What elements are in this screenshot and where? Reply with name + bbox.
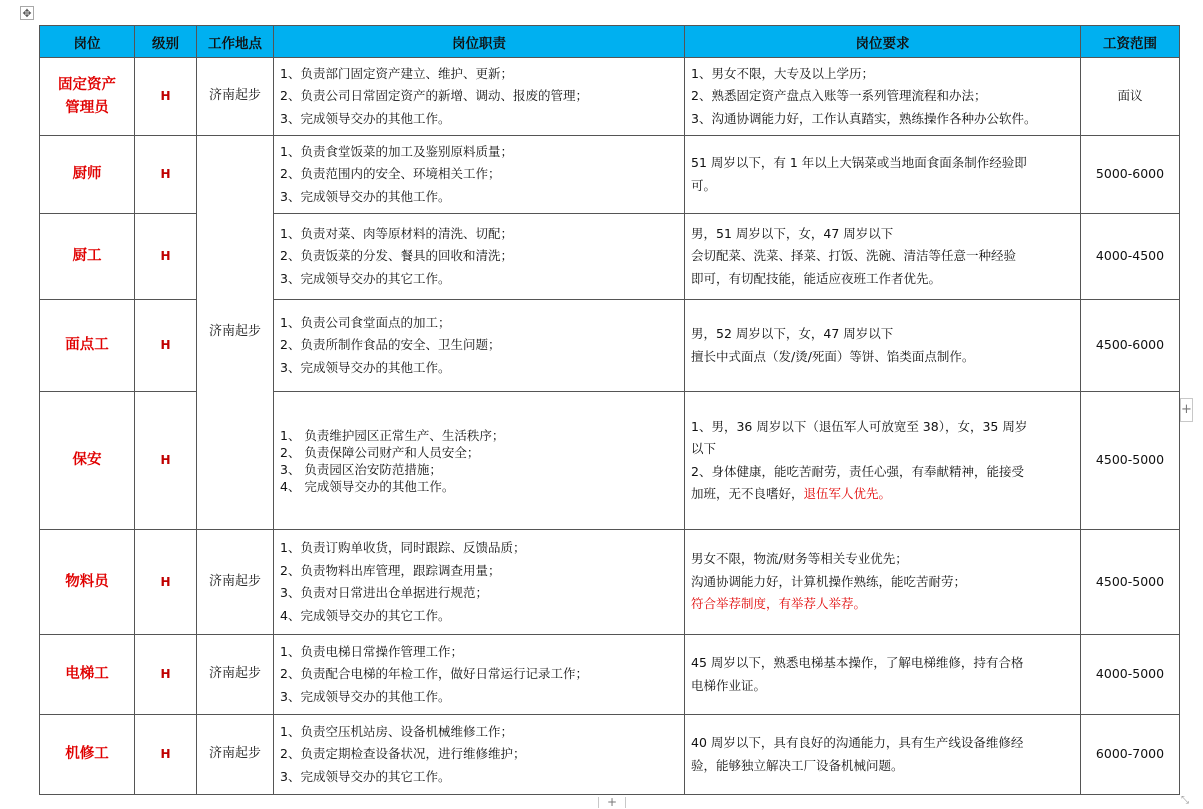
duties-cell: 1、负责公司食堂面点的加工； 2、负责所制作食品的安全、卫生问题； 3、完成领导交办的其他工作。 bbox=[274, 300, 685, 392]
add-row-plus-icon[interactable]: + bbox=[598, 797, 626, 808]
duties-cell: 1、负责订购单收货，同时跟踪、反馈品质； 2、负责物料出库管理，跟踪调查用量； 3、负责对日常进出仓单据进行规范； 4、完成领导交办的其它工作。 bbox=[274, 530, 685, 635]
header-duties: 岗位职责 bbox=[274, 26, 685, 58]
work-location-merged: 济南起步 bbox=[197, 136, 274, 530]
position-level: H bbox=[135, 635, 197, 715]
salary-cell: 4000-5000 bbox=[1081, 635, 1180, 715]
salary-cell: 4500-6000 bbox=[1081, 300, 1180, 392]
table-row bbox=[40, 136, 1180, 214]
salary-cell: 4500-5000 bbox=[1081, 392, 1180, 530]
duties-cell: 1、负责对菜、肉等原材料的清洗、切配； 2、负责饭菜的分发、餐具的回收和清洗； 3、完成领导交办的其它工作。 bbox=[274, 214, 685, 300]
highlight-text: 退伍军人优先。 bbox=[803, 486, 892, 501]
salary-cell: 4500-5000 bbox=[1081, 530, 1180, 635]
salary-cell: 4000-4500 bbox=[1081, 214, 1180, 300]
position-level: H bbox=[135, 392, 197, 530]
position-title: 机修工 bbox=[40, 715, 135, 795]
table-row bbox=[40, 58, 1180, 136]
header-location: 工作地点 bbox=[197, 26, 274, 58]
table-move-handle-icon[interactable]: ✥ bbox=[20, 6, 34, 20]
position-level: H bbox=[135, 58, 197, 136]
position-title: 厨工 bbox=[40, 214, 135, 300]
add-column-plus-icon[interactable]: + bbox=[1180, 398, 1193, 422]
header-level: 级别 bbox=[135, 26, 197, 58]
table-row bbox=[40, 715, 1180, 795]
salary-cell: 6000-7000 bbox=[1081, 715, 1180, 795]
header-requirements: 岗位要求 bbox=[685, 26, 1081, 58]
table-row bbox=[40, 635, 1180, 715]
position-level: H bbox=[135, 715, 197, 795]
position-title: 物料员 bbox=[40, 530, 135, 635]
duties-cell: 1、负责电梯日常操作管理工作； 2、负责配合电梯的年检工作，做好日常运行记录工作； 3、完成领导交办的其他工作。 bbox=[274, 635, 685, 715]
work-location: 济南起步 bbox=[197, 530, 274, 635]
work-location: 济南起步 bbox=[197, 635, 274, 715]
requirements-cell: 男女不限，物流/财务等相关专业优先； 沟通协调能力好，计算机操作熟练，能吃苦耐劳； 符合举荐制度，有举荐人举荐。 bbox=[685, 530, 1081, 635]
salary-cell: 5000-6000 bbox=[1081, 136, 1180, 214]
table-resize-icon[interactable]: ⤡ bbox=[1181, 795, 1189, 806]
work-location: 济南起步 bbox=[197, 715, 274, 795]
header-position: 岗位 bbox=[40, 26, 135, 58]
position-level: H bbox=[135, 214, 197, 300]
salary-cell: 面议 bbox=[1081, 58, 1180, 136]
requirements-cell: 45 周岁以下，熟悉电梯基本操作，了解电梯维修，持有合格 电梯作业证。 bbox=[685, 635, 1081, 715]
duties-cell: 1、负责食堂饭菜的加工及鉴别原料质量； 2、负责范围内的安全、环境相关工作； 3、完成领导交办的其他工作。 bbox=[274, 136, 685, 214]
header-salary: 工资范围 bbox=[1081, 26, 1180, 58]
position-level: H bbox=[135, 136, 197, 214]
requirements-cell: 男，52 周岁以下，女，47 周岁以下 擅长中式面点（发/烫/死面）等饼、馅类面点制作。 bbox=[685, 300, 1081, 392]
requirements-cell: 1、男，36 周岁以下（退伍军人可放宽至 38），女，35 周岁 以下 2、身体健康，能吃苦耐劳，责任心强，有奉献精神，能接受 加班，无不良嗜好，退伍军人优先。 bbox=[685, 392, 1081, 530]
position-title: 保安 bbox=[40, 392, 135, 530]
position-level: H bbox=[135, 300, 197, 392]
duties-cell: 1、负责部门固定资产建立、维护、更新； 2、负责公司日常固定资产的新增、调动、报废的管理； 3、完成领导交办的其他工作。 bbox=[274, 58, 685, 136]
job-table bbox=[39, 25, 1180, 795]
duties-cell: 1、负责空压机站房、设备机械维修工作； 2、负责定期检查设备状况，进行维修维护； 3、完成领导交办的其它工作。 bbox=[274, 715, 685, 795]
requirements-cell: 男，51 周岁以下，女，47 周岁以下 会切配菜、洗菜、择菜、打饭、洗碗、清洁等任意一种经验 即可，有切配技能，能适应夜班工作者优先。 bbox=[685, 214, 1081, 300]
duties-cell: 1、 负责维护园区正常生产、生活秩序； 2、 负责保障公司财产和人员安全； 3、 负责园区治安防范措施； 4、 完成领导交办的其他工作。 bbox=[274, 392, 685, 530]
table-row bbox=[40, 530, 1180, 635]
position-title: 面点工 bbox=[40, 300, 135, 392]
position-title: 厨师 bbox=[40, 136, 135, 214]
requirements-cell: 40 周岁以下，具有良好的沟通能力，具有生产线设备维修经 验，能够独立解决工厂设备机械问题。 bbox=[685, 715, 1081, 795]
highlight-text: 符合举荐制度，有举荐人举荐。 bbox=[691, 596, 867, 612]
position-level: H bbox=[135, 530, 197, 635]
work-location: 济南起步 bbox=[197, 58, 274, 136]
requirements-cell: 51 周岁以下，有 1 年以上大锅菜或当地面食面条制作经验即 可。 bbox=[685, 136, 1081, 214]
requirements-cell: 1、男女不限，大专及以上学历； 2、熟悉固定资产盘点入账等一系列管理流程和办法； 3、沟通协调能力好，工作认真踏实，熟练操作各种办公软件。 bbox=[685, 58, 1081, 136]
position-title: 电梯工 bbox=[40, 635, 135, 715]
table-header-row bbox=[40, 26, 1180, 58]
position-title: 固定资产 管理员 bbox=[40, 58, 135, 136]
